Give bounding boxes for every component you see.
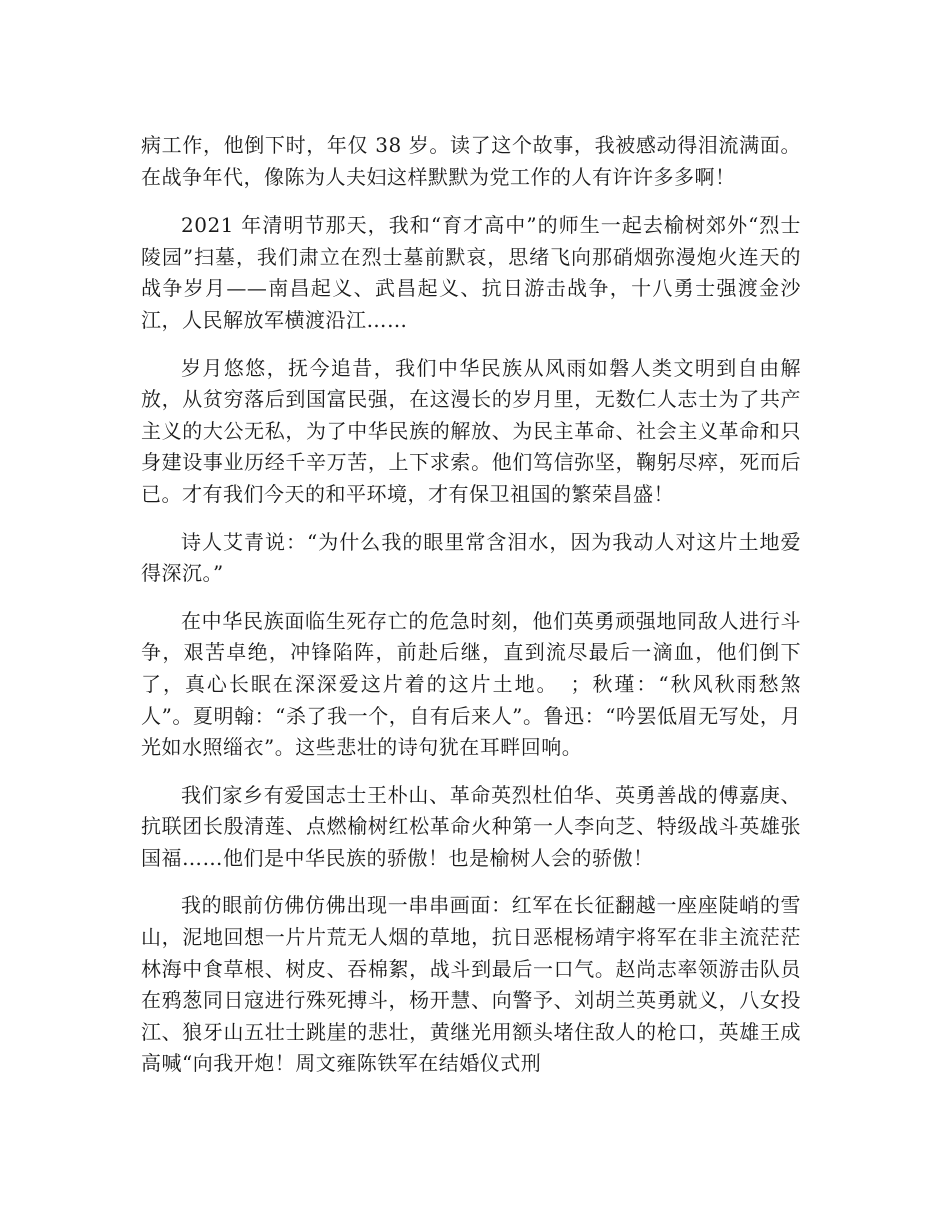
paragraph-history: 岁月悠悠，抚今追昔，我们中华民族从风雨如磐人类文明到自由解放，从贫穷落后到国富民强，在这漫长的岁月里，无数仁人志士为了共产主义的大公无私，为了中华民族的解放、为民主革命、社会主义革命和只身建设事业历经千辛万苦，上下求索。他们笃信弥坚，鞠躬尽瘁，死而后已。才有我们今天的和平环境，才有保卫祖国的繁荣昌盛！ [141,355,801,506]
paragraph-hometown-heroes: 我们家乡有爱国志士王朴山、革命英烈杜伯华、英勇善战的傅嘉庚、抗联团长殷清莲、点燃榆树红松革命火种第一人李向芝、特级战斗英雄张国福……他们是中华民族的骄傲！也是榆树人会的骄傲！ [141,782,801,870]
document-page [141,130,801,1080]
paragraph-scenes: 我的眼前仿佛仿佛出现一串串画面：红军在长征翻越一座座陡峭的雪山，泥地回想一片片荒无人烟的草地，抗日恶棍杨靖宇将军在非主流茫茫林海中食草根、树皮、吞棉絮，战斗到最后一口气。赵尚志率领游击队员在鸦葱同日寇进行殊死搏斗，杨开慧、向警予、刘胡兰英勇就义，八女投江、狼牙山五壮士跳崖的悲壮，黄继光用额头堵住敌人的枪口，英雄王成高喊“向我开炮！周文雍陈铁军在结婚仪式刑 [141,893,801,1076]
paragraph-aiqing-quote: 诗人艾青说：“为什么我的眼里常含泪水，因为我动人对这片土地爱得深沉。” [141,529,801,586]
paragraph-qingming: 2021 年清明节那天，我和“育才高中”的师生一起去榆树郊外“烈士陵园”扫墓，我们肃立在烈士墓前默哀，思绪飞向那硝烟弥漫炮火连天的战争岁月——南昌起义、武昌起义、抗日游击战争，十八勇士强渡金沙江，人民解放军横渡沿江…… [141,213,801,332]
paragraph-martyrs-poems: 在中华民族面临生死存亡的危急时刻，他们英勇顽强地同敌人进行斗争，艰苦卓绝，冲锋陷阵，前赴后继，直到流尽最后一滴血，他们倒下了，真心长眠在深深爱这片着的这片土地。 ；秋瑾：“秋风秋雨愁煞人”。夏明翰：“杀了我一个，自有后来人”。鲁迅：“吟罢低眉无写处，月光如水照缁衣”。这些悲壮的诗句犹在耳畔回响。 [141,608,801,760]
paragraph-continuation: 病工作，他倒下时，年仅 38 岁。读了这个故事，我被感动得泪流满面。在战争年代，像陈为人夫妇这样默默为党工作的人有许许多多啊！ [141,133,801,189]
